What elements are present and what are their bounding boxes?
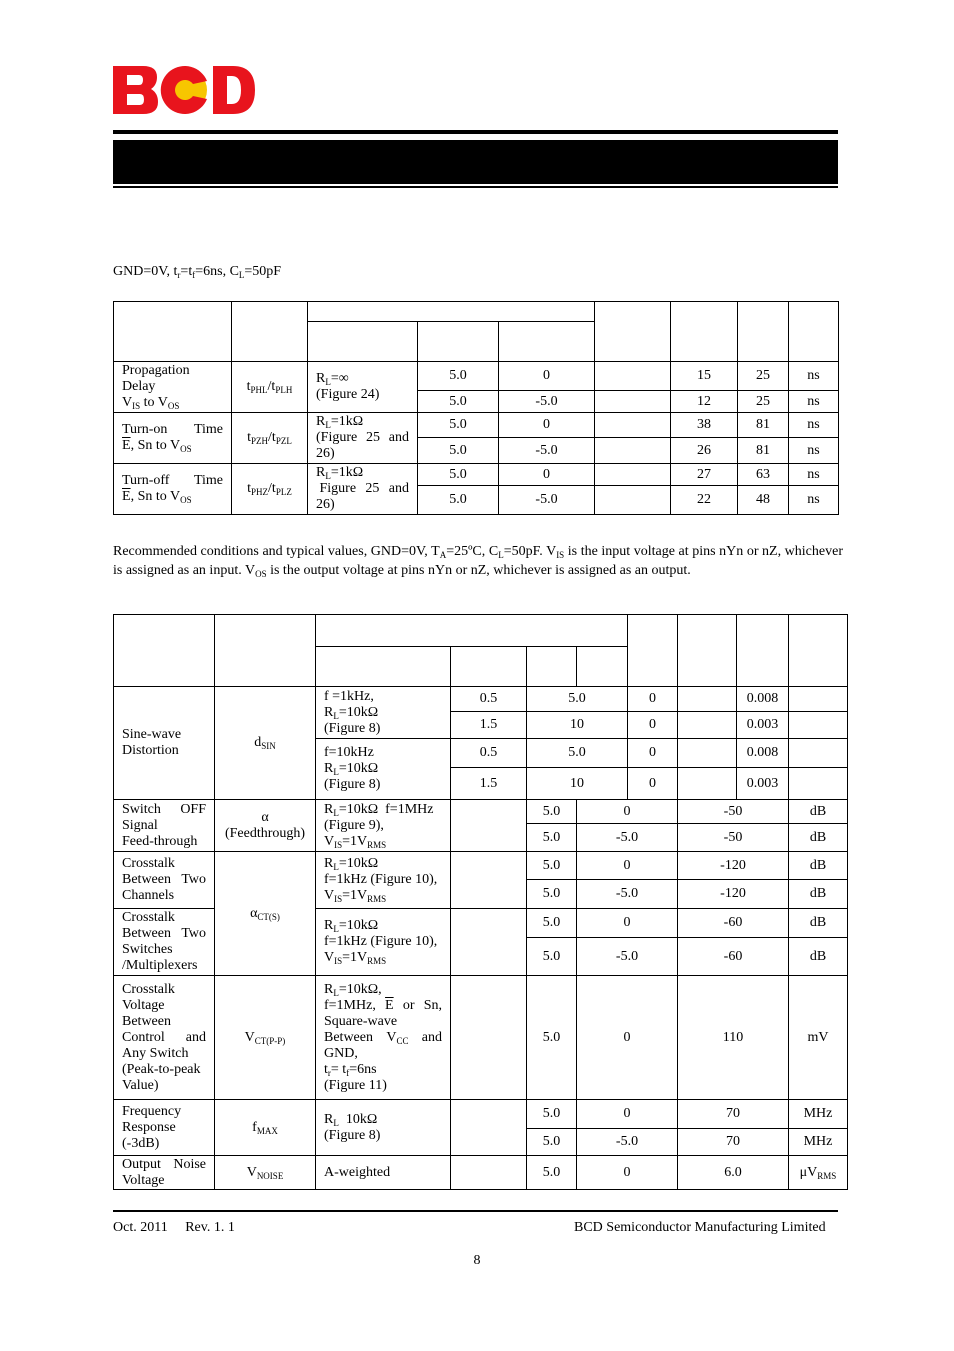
param-output-noise: Output Noise Voltage bbox=[114, 1156, 215, 1190]
ac-characteristics-table bbox=[113, 614, 848, 1190]
symbol-cell: α (Feedthrough) bbox=[215, 800, 316, 852]
unit-cell: $\mu V_{RMS}$ bbox=[789, 1156, 848, 1190]
min-cell bbox=[595, 438, 671, 464]
typ-cell: 15 bbox=[671, 362, 738, 391]
condition-cell: $R_L=10k\Omega$ f=1kHz (Figure 10), $V_{IS}=1V_{RMS}$ bbox=[316, 852, 451, 909]
vee-cell: -5.0 bbox=[499, 391, 595, 413]
vcc-cell: 5.0 bbox=[527, 1129, 577, 1156]
header-cell bbox=[527, 647, 577, 687]
vee-cell: 0 bbox=[499, 464, 595, 486]
typ-cell: -60 bbox=[678, 938, 789, 976]
value-cell bbox=[451, 909, 527, 976]
vcc-cell: 5.0 bbox=[418, 486, 499, 515]
unit-cell: dB bbox=[789, 800, 848, 824]
vee-cell: -5.0 bbox=[577, 824, 678, 852]
condition-cell: $R_L=10k\Omega$ f=1MHz (Figure 9), $V_{IS}=1V_{RMS}$ bbox=[316, 800, 451, 852]
vcc-cell: 5.0 bbox=[527, 976, 577, 1100]
unit-cell: dB bbox=[789, 909, 848, 938]
typ-cell: 27 bbox=[671, 464, 738, 486]
min-cell bbox=[595, 413, 671, 438]
ac-conditions: Recommended conditions and typical values, GND=0V, $T_A=25ºC$, $C_L=50pF$. $V_{IS}$ is the input voltage at pins nYn or nZ, whichever is assigned as an input. $V_{OS}$ is the output voltage at pins nYn or nZ, whichever is assigned as an output. bbox=[113, 544, 843, 579]
vcc-cell: 5.0 bbox=[418, 413, 499, 438]
header-cell bbox=[678, 615, 737, 687]
param-sine-wave-distortion: Sine-wave Distortion bbox=[114, 687, 215, 800]
vcc-cell: 5.0 bbox=[527, 938, 577, 976]
header-rule bbox=[113, 130, 838, 134]
value-cell: 5.0 bbox=[527, 739, 628, 768]
typ-cell: -50 bbox=[678, 800, 789, 824]
header-cell bbox=[418, 322, 499, 362]
vee-cell: -5.0 bbox=[499, 486, 595, 515]
value-cell: 0.5 bbox=[451, 739, 527, 768]
typ-cell: -60 bbox=[678, 909, 789, 938]
value-cell: 10 bbox=[527, 712, 628, 739]
footer-company: BCD Semiconductor Manufacturing Limited bbox=[574, 1220, 826, 1235]
value-cell: 0 bbox=[628, 739, 678, 768]
vcc-cell: 5.0 bbox=[527, 824, 577, 852]
header-cell bbox=[628, 615, 678, 687]
vee-cell: 0 bbox=[577, 852, 678, 880]
header-cell bbox=[316, 647, 451, 687]
header-cell bbox=[789, 302, 839, 362]
header-cell bbox=[737, 615, 789, 687]
symbol-cell: $t_{PZH}/t_{PZL}$ bbox=[232, 413, 308, 464]
max-cell bbox=[789, 687, 848, 712]
vcc-cell: 5.0 bbox=[418, 391, 499, 413]
header-cell bbox=[114, 302, 232, 362]
condition-cell: f=10kHz $R_L=10k\Omega$ (Figure 8) bbox=[316, 739, 451, 800]
value-cell: 1.5 bbox=[451, 768, 527, 800]
min-cell bbox=[678, 687, 737, 712]
footer-date-revision: Oct. 2011 Rev. 1. 1 bbox=[113, 1220, 235, 1235]
typ-cell: 0.008 bbox=[737, 687, 789, 712]
vee-cell: -5.0 bbox=[577, 880, 678, 909]
unit-cell: ns bbox=[789, 464, 839, 486]
min-cell bbox=[678, 739, 737, 768]
title-bar bbox=[113, 140, 838, 184]
unit-cell: ns bbox=[789, 438, 839, 464]
vee-cell: 0 bbox=[577, 800, 678, 824]
max-cell: 48 bbox=[738, 486, 789, 515]
condition-cell: $R_L$ 10kΩ (Figure 8) bbox=[316, 1100, 451, 1156]
param-propagation-delay: Propagation Delay $V_{IS}$ to $V_{OS}$ bbox=[114, 362, 232, 413]
max-cell bbox=[789, 768, 848, 800]
unit-cell: dB bbox=[789, 938, 848, 976]
vcc-cell: 5.0 bbox=[527, 800, 577, 824]
value-cell: 0.5 bbox=[451, 687, 527, 712]
footer-rule bbox=[113, 1210, 838, 1212]
header-cell bbox=[499, 322, 595, 362]
typ-cell: 26 bbox=[671, 438, 738, 464]
max-cell bbox=[789, 739, 848, 768]
unit-cell: ns bbox=[789, 413, 839, 438]
value-cell bbox=[451, 976, 527, 1100]
condition-cell: $R_L=10k\Omega$ f=1kHz (Figure 10), $V_{IS}=1V_{RMS}$ bbox=[316, 909, 451, 976]
header-cell bbox=[671, 302, 738, 362]
header-cell bbox=[577, 647, 628, 687]
vcc-cell: 5.0 bbox=[527, 1156, 577, 1190]
value-cell bbox=[451, 852, 527, 909]
unit-cell: ns bbox=[789, 486, 839, 515]
header-cell bbox=[232, 302, 308, 362]
typ-cell: -50 bbox=[678, 824, 789, 852]
value-cell bbox=[451, 1156, 527, 1190]
value-cell: 10 bbox=[527, 768, 628, 800]
condition-cell: $R_L=\infty$ (Figure 24) bbox=[308, 362, 418, 413]
typ-cell: 0.003 bbox=[737, 768, 789, 800]
unit-cell: ns bbox=[789, 362, 839, 391]
max-cell bbox=[789, 712, 848, 739]
header-cell bbox=[215, 615, 316, 687]
symbol-cell: $\alpha_{CT(S)}$ bbox=[215, 852, 316, 976]
vee-cell: 0 bbox=[577, 976, 678, 1100]
vcc-cell: 5.0 bbox=[418, 362, 499, 391]
min-cell bbox=[595, 486, 671, 515]
condition-cell: A-weighted bbox=[316, 1156, 451, 1190]
unit-cell: dB bbox=[789, 824, 848, 852]
max-cell: 63 bbox=[738, 464, 789, 486]
param-turn-off-time: Turn-off Time E, Sn to $V_{OS}$ bbox=[114, 464, 232, 515]
symbol-cell: $t_{PHL}/t_{PLH}$ bbox=[232, 362, 308, 413]
typ-cell: 6.0 bbox=[678, 1156, 789, 1190]
symbol-cell: $d_{SIN}$ bbox=[215, 687, 316, 800]
param-frequency-response: Frequency Response (-3dB) bbox=[114, 1100, 215, 1156]
typ-cell: 70 bbox=[678, 1100, 789, 1129]
typ-cell: 22 bbox=[671, 486, 738, 515]
header-cell bbox=[114, 615, 215, 687]
min-cell bbox=[595, 464, 671, 486]
typ-cell: 38 bbox=[671, 413, 738, 438]
header-cell bbox=[789, 615, 848, 687]
vcc-cell: 5.0 bbox=[527, 1100, 577, 1129]
unit-cell: dB bbox=[789, 852, 848, 880]
unit-cell: ns bbox=[789, 391, 839, 413]
max-cell: 81 bbox=[738, 438, 789, 464]
min-cell bbox=[595, 391, 671, 413]
param-turn-on-time: Turn-on Time E, Sn to $V_{OS}$ bbox=[114, 413, 232, 464]
vee-cell: -5.0 bbox=[577, 1129, 678, 1156]
header-cell bbox=[308, 302, 595, 322]
unit-cell: dB bbox=[789, 880, 848, 909]
vee-cell: 0 bbox=[577, 1100, 678, 1129]
unit-cell: MHz bbox=[789, 1100, 848, 1129]
symbol-cell: $V_{CT(P-P)}$ bbox=[215, 976, 316, 1100]
value-cell: 0 bbox=[628, 687, 678, 712]
switching-conditions: GND=0V, $t_r=t_f=6ns$, $C_L=50pF$ bbox=[113, 264, 282, 280]
symbol-cell: $t_{PHZ}/t_{PLZ}$ bbox=[232, 464, 308, 515]
param-crosstalk-channels: Crosstalk Between Two Channels bbox=[114, 852, 215, 909]
header-cell bbox=[738, 302, 789, 362]
vee-cell: -5.0 bbox=[577, 938, 678, 976]
max-cell: 81 bbox=[738, 413, 789, 438]
typ-cell: 12 bbox=[671, 391, 738, 413]
title-underline bbox=[113, 186, 838, 188]
vcc-cell: 5.0 bbox=[418, 438, 499, 464]
value-cell: 1.5 bbox=[451, 712, 527, 739]
value-cell: 0 bbox=[628, 768, 678, 800]
vee-cell: 0 bbox=[499, 413, 595, 438]
typ-cell: -120 bbox=[678, 852, 789, 880]
header-cell bbox=[451, 647, 527, 687]
vcc-cell: 5.0 bbox=[527, 909, 577, 938]
value-cell: 5.0 bbox=[527, 687, 628, 712]
vcc-cell: 5.0 bbox=[527, 852, 577, 880]
typ-cell: 70 bbox=[678, 1129, 789, 1156]
bcd-logo bbox=[113, 66, 255, 114]
page-number: 8 bbox=[473, 1253, 481, 1268]
vee-cell: 0 bbox=[499, 362, 595, 391]
value-cell: 0 bbox=[628, 712, 678, 739]
switching-characteristics-table bbox=[113, 301, 839, 515]
vee-cell: 0 bbox=[577, 909, 678, 938]
max-cell: 25 bbox=[738, 362, 789, 391]
param-crosstalk-switches: Crosstalk Between Two Switches /Multiplexers bbox=[114, 909, 215, 976]
unit-cell: MHz bbox=[789, 1129, 848, 1156]
vcc-cell: 5.0 bbox=[527, 880, 577, 909]
condition-cell: f =1kHz, $R_L=10k\Omega$ (Figure 8) bbox=[316, 687, 451, 739]
header-cell bbox=[308, 322, 418, 362]
typ-cell: 110 bbox=[678, 976, 789, 1100]
header-cell bbox=[595, 302, 671, 362]
max-cell: 25 bbox=[738, 391, 789, 413]
condition-cell: $R_L=1k\Omega$ (Figure 25 and 26) bbox=[308, 413, 418, 464]
unit-cell: mV bbox=[789, 976, 848, 1100]
typ-cell: 0.008 bbox=[737, 739, 789, 768]
value-cell bbox=[451, 800, 527, 852]
condition-cell: $R_L=10k\Omega$, f=1MHz, E or Sn, Square-wave Between $V_{CC}$ and GND, $t_r= t_f=6ns$ (Figure 11) bbox=[316, 976, 451, 1100]
header-cell bbox=[316, 615, 628, 647]
typ-cell: -120 bbox=[678, 880, 789, 909]
min-cell bbox=[678, 768, 737, 800]
min-cell bbox=[595, 362, 671, 391]
vcc-cell: 5.0 bbox=[418, 464, 499, 486]
vee-cell: -5.0 bbox=[499, 438, 595, 464]
vee-cell: 0 bbox=[577, 1156, 678, 1190]
param-crosstalk-control: Crosstalk Voltage Between Control and Any Switch (Peak-to-peak Value) bbox=[114, 976, 215, 1100]
condition-cell: $R_L=1k\Omega$ Figure 25 and 26) bbox=[308, 464, 418, 515]
symbol-cell: $V_{NOISE}$ bbox=[215, 1156, 316, 1190]
param-feedthrough: Switch OFF Signal Feed-through bbox=[114, 800, 215, 852]
min-cell bbox=[678, 712, 737, 739]
value-cell bbox=[451, 1100, 527, 1156]
typ-cell: 0.003 bbox=[737, 712, 789, 739]
symbol-cell: $f_{MAX}$ bbox=[215, 1100, 316, 1156]
